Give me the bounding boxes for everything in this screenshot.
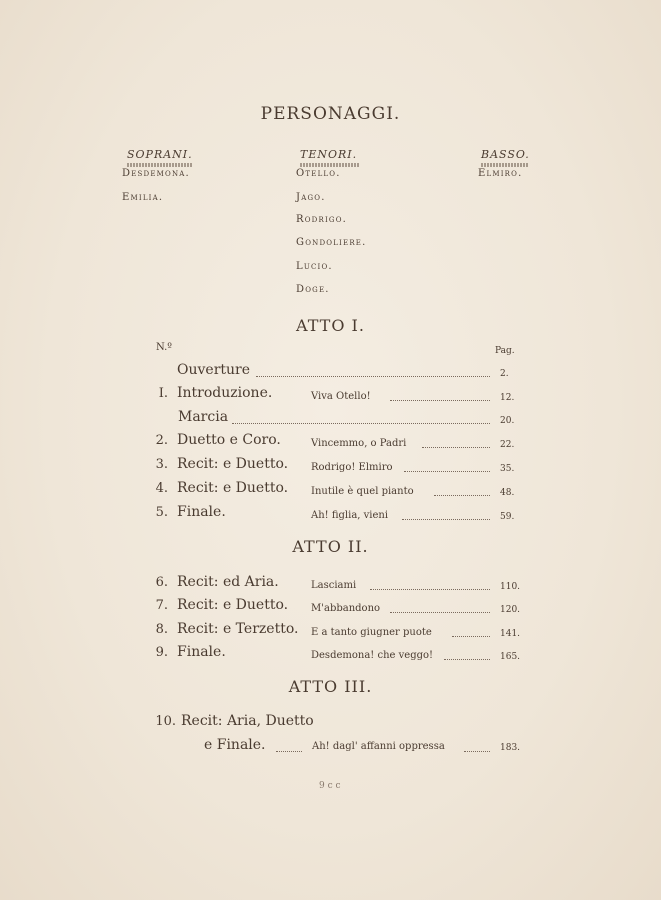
piece-number: 8. <box>155 622 168 637</box>
piece-number: 5. <box>155 505 168 520</box>
piece-number: 4. <box>155 481 168 496</box>
piece-title: Duetto e Coro. <box>177 432 281 448</box>
character-otello: Otello. <box>296 168 341 179</box>
character-elmiro: Elmiro. <box>478 168 523 179</box>
incipit: Desdemona! che veggo! <box>311 650 434 661</box>
number-column-header: N.º <box>156 342 172 353</box>
voice-column-basso <box>481 143 530 167</box>
voice-heading-tenori: TENORI. <box>300 148 358 161</box>
page-number: 35. <box>500 464 515 474</box>
voice-column-soprani <box>127 143 193 167</box>
incipit: M'abbandono <box>311 603 381 614</box>
page-number: 110. <box>500 582 521 592</box>
leader-dots <box>464 751 490 752</box>
page-title: PERSONAGGI. <box>260 104 401 124</box>
incipit: Lasciami <box>311 580 357 591</box>
character-rodrigo: Rodrigo. <box>296 214 348 225</box>
piece-title: Introduzione. <box>177 385 273 401</box>
incipit: Ah! dagl' affanni oppressa <box>312 741 445 752</box>
footer-mark: 9 c c <box>319 781 341 791</box>
character-doge: Doge. <box>296 284 330 295</box>
act-title: ATTO III. <box>288 677 373 696</box>
page-number: 59. <box>500 512 515 522</box>
piece-number: 2. <box>155 433 168 448</box>
leader-dots <box>390 612 490 613</box>
piece-number: 6. <box>155 575 168 590</box>
piece-title: Recit: e Duetto. <box>177 456 289 472</box>
incipit: Inutile è quel pianto <box>311 486 414 497</box>
wavy-underline <box>481 163 529 167</box>
piece-title: Ouverture <box>177 362 251 378</box>
act-title: ATTO II. <box>292 537 369 556</box>
leader-dots <box>402 519 490 520</box>
voice-column-tenori <box>300 143 360 167</box>
wavy-underline <box>127 163 193 167</box>
leader-dots <box>390 400 490 401</box>
incipit: Vincemmo, o Padri <box>311 438 407 449</box>
page-number: 22. <box>500 440 515 450</box>
page-number: 183. <box>500 743 521 753</box>
leader-dots <box>276 751 302 752</box>
piece-number: 3. <box>155 457 168 472</box>
piece-title: Recit: e Duetto. <box>177 480 289 496</box>
piece-title: Recit: ed Aria. <box>177 574 279 590</box>
wavy-underline <box>300 163 360 167</box>
piece-number: 7. <box>155 598 168 613</box>
incipit: Rodrigo! Elmiro <box>311 462 393 473</box>
incipit: Ah! figlia, vieni <box>311 510 389 521</box>
incipit: Viva Otello! <box>311 391 371 402</box>
piece-number: 9. <box>155 645 168 660</box>
character-gondoliere: Gondoliere. <box>296 237 367 248</box>
piece-title: Finale. <box>177 644 226 660</box>
leader-dots <box>434 495 490 496</box>
piece-title: Recit: e Duetto. <box>177 597 289 613</box>
page-number: 165. <box>500 652 521 662</box>
page-number: 120. <box>500 605 521 615</box>
page-number: 20. <box>500 416 515 426</box>
leader-dots <box>452 636 490 637</box>
voice-heading-basso: BASSO. <box>481 148 530 161</box>
page-number: 48. <box>500 488 515 498</box>
leader-dots <box>444 659 490 660</box>
piece-title: Recit: Aria, Duetto <box>181 713 314 729</box>
piece-number: I. <box>158 386 168 401</box>
piece-title: Finale. <box>177 504 226 520</box>
page-column-header: Pag. <box>495 346 515 356</box>
piece-title-continued: e Finale. <box>204 737 266 753</box>
act-title: ATTO I. <box>296 316 365 335</box>
piece-title: Recit: e Terzetto. <box>177 621 299 637</box>
leader-dots <box>232 423 490 424</box>
leader-dots <box>404 471 490 472</box>
page-number: 2. <box>500 369 509 379</box>
leader-dots <box>370 589 490 590</box>
character-lucio: Lucio. <box>296 261 333 272</box>
incipit: E a tanto giugner puote <box>311 627 432 638</box>
character-jago: Jago. <box>296 192 326 203</box>
piece-number: 10. <box>155 714 176 729</box>
page-number: 141. <box>500 629 521 639</box>
leader-dots <box>256 376 490 377</box>
character-desdemona: Desdemona. <box>122 168 190 179</box>
leader-dots <box>422 447 490 448</box>
voice-heading-soprani: SOPRANI. <box>127 148 193 161</box>
character-emilia: Emilia. <box>122 192 164 203</box>
piece-title: Marcia <box>178 409 229 425</box>
page-number: 12. <box>500 393 515 403</box>
